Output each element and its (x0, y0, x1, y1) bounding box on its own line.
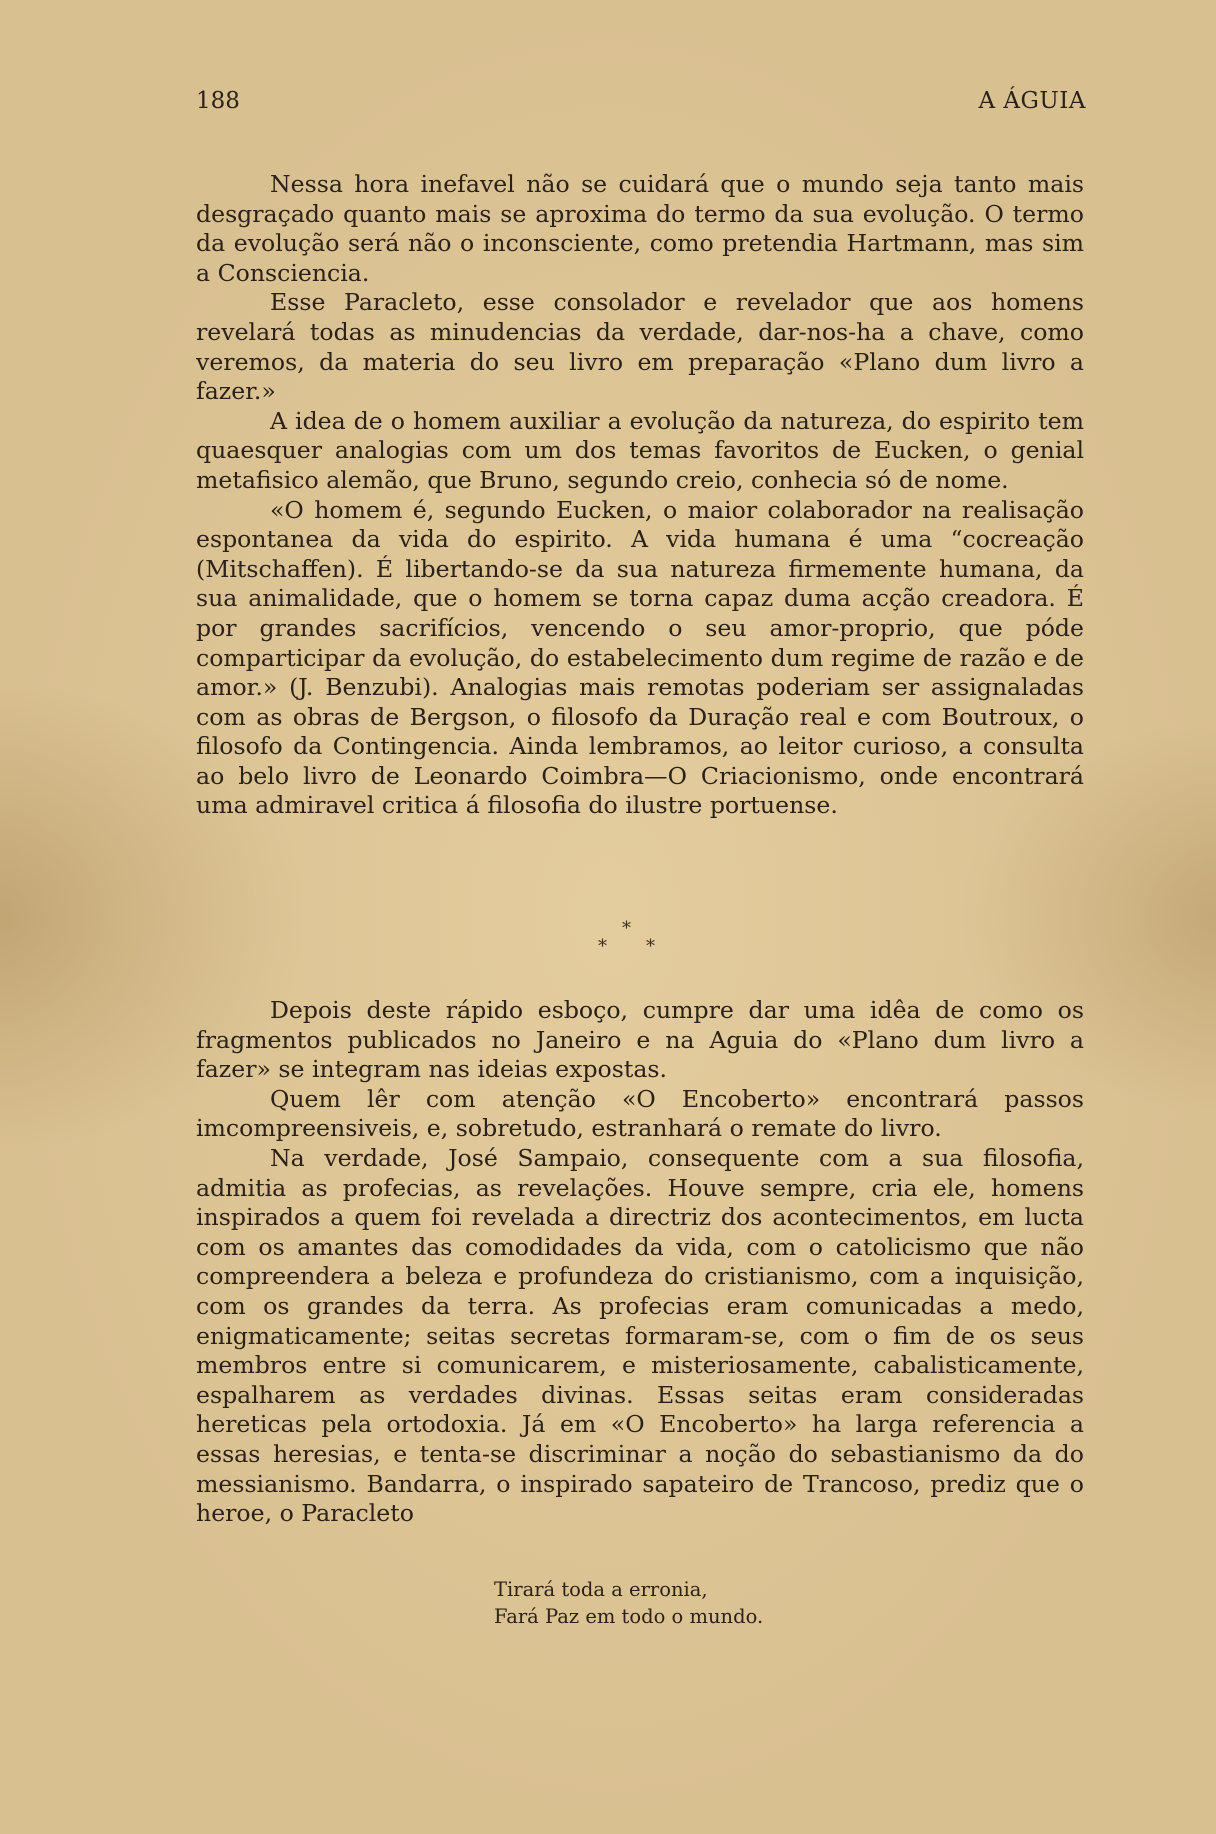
running-head (196, 86, 1086, 116)
paragraph: Na verdade, José Sampaio, consequente com a sua filosofia, admitia as profecias, as revelações. Houve sempre, cria ele, homens inspirados a quem foi revelada a directriz dos acontecimentos, em lucta com os amantes das comodidades da vida, com o catolicismo que não compreendera a beleza e profundeza do cristianismo, com a inquisição, com os grandes da terra. As profecias eram comunicadas a medo, enigmaticamente; seitas secretas formaram-se, com o fim de os seus membros entre si comunicarem, e misteriosamente, cabalisticamente, espalharem as verdades divinas. Essas seitas eram consideradas hereticas pela ortodoxia. Já em «O Encoberto» ha larga referencia a essas heresias, e tenta-se discriminar a noção do sebastianismo da do messianismo. Bandarra, o inspirado sapateiro de Trancoso, prediz que o heroe, o Paracleto (196, 1143, 1084, 1528)
verse-quotation (494, 1576, 763, 1630)
paragraph: «O homem é, segundo Eucken, o maior colaborador na realisação espontanea da vida do espirito. A vida humana é uma “cocreação (Mitschaffen). É libertando-se da sua natureza firmemente humana, da sua animalidade, que o homem se torna capaz duma acção creadora. É por grandes sacrifícios, vencendo o seu amor-proprio, que póde comparticipar da evolução, do estabelecimento dum regime de razão e de amor.» (J. Benzubi). Analogias mais remotas poderiam ser assignaladas com as obras de Bergson, o filosofo da Duração real e com Boutroux, o filosofo da Contingencia. Ainda lembramos, ao leitor curioso, a consulta ao belo livro de Leonardo Coimbra—O Criacionismo, onde encontrará uma admiravel critica á filosofia do ilustre portuense. (196, 495, 1084, 820)
asterisk-right: * (646, 936, 655, 957)
paragraph: Nessa hora inefavel não se cuidará que o mundo seja tanto mais desgraçado quanto mais se aproxima do termo da sua evolução. O termo da evolução será não o inconsciente, como pretendia Hartmann, mas sim a Consciencia. (196, 170, 1084, 287)
asterisk-top: * (622, 918, 631, 939)
text-block-1 (196, 170, 1084, 821)
paragraph: Quem lêr com atenção «O Encoberto» encontrará passos imcompreensiveis, e, sobretudo, estranhará o remate do livro. (196, 1084, 1084, 1143)
paragraph: Esse Paracleto, esse consolador e revelador que aos homens revelará todas as minudencias da verdade, dar-nos-ha a chave, como veremos, da materia do seu livro em preparação «Plano dum livro a fazer.» (196, 288, 1084, 406)
verse-line: Fará Paz em todo o mundo. (494, 1605, 764, 1628)
verse-line: Tirará toda a erronia, (494, 1578, 708, 1601)
paragraph: A idea de o homem auxiliar a evolução da natureza, do espirito tem quaesquer analogias com um dos temas favoritos de Eucken, o genial metafisico alemão, que Bruno, segundo creio, conhecia só de nome. (196, 406, 1084, 494)
section-break-asterism (590, 918, 670, 968)
page-number: 188 (196, 88, 240, 114)
journal-title: A ÁGUIA (978, 88, 1086, 114)
text-block-2 (196, 996, 1084, 1529)
asterisk-left: * (598, 936, 607, 957)
paragraph: Depois deste rápido esboço, cumpre dar uma idêa de como os fragmentos publicados no Janeiro e na Aguia do «Plano dum livro a fazer» se integram nas ideias expostas. (196, 996, 1084, 1084)
